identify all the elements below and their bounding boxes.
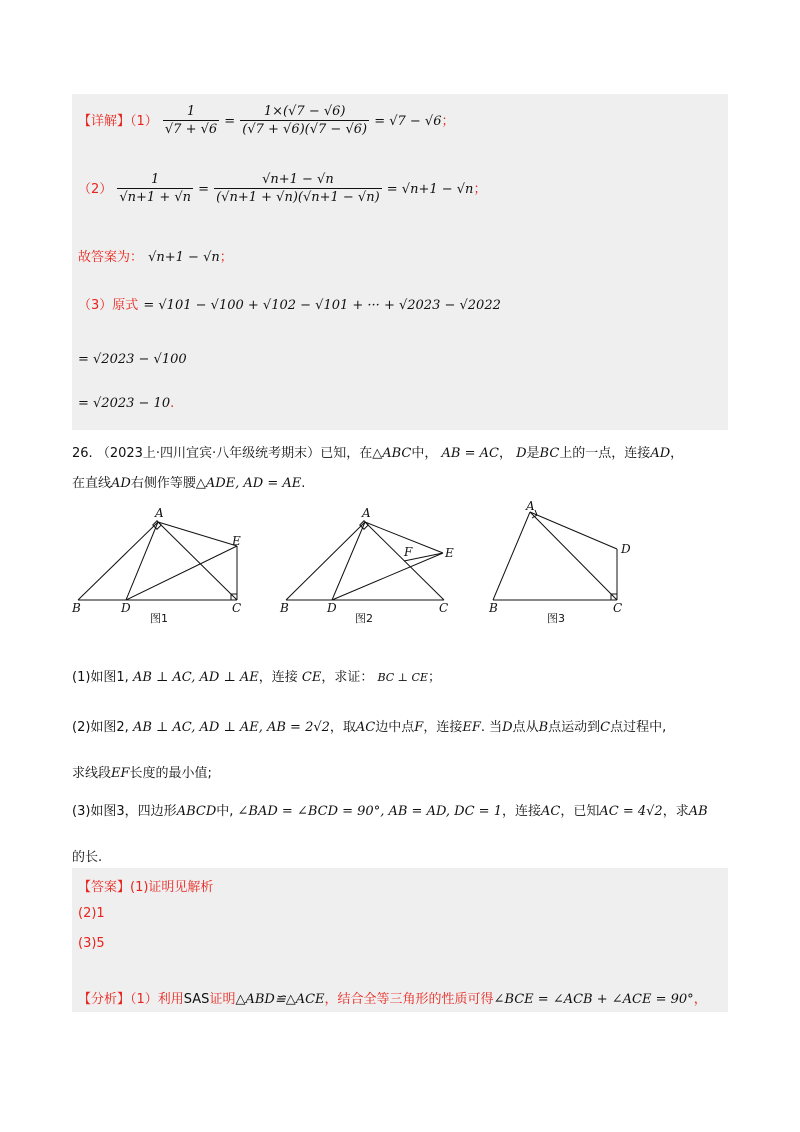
part1-fraction-rationalized: $\frac{1\times(√7 - √6)}{(√7 + √6)(√7 - √6)}$ <box>242 104 368 137</box>
part3-expression: = √101 − √100 + √102 − √101 + ··· + √2023 − √2022 <box>143 298 501 313</box>
part2-result: = √n+1 − √n <box>386 182 474 197</box>
fig3-label-b: B <box>489 601 498 615</box>
part1-fraction: $\frac{1}{√7 + √6}$ <box>164 104 218 137</box>
problem-stem-line1: 26. （2023上·四川宜宾·八年级统考期末）已知，在△ABC中， AB = AC， D是BC上的一点，连接AD， <box>72 446 684 461</box>
figure-3-labels <box>488 500 631 625</box>
detail-tag: 【详解】 <box>78 114 131 129</box>
figure-1 <box>78 521 237 600</box>
fig3-label-c: C <box>613 601 623 615</box>
fig1-label-c: C <box>232 601 242 615</box>
fig3-label-a: A <box>526 500 535 513</box>
figure-2 <box>286 521 444 600</box>
question-2-line1: (2)如图2, AB ⊥ AC, AD ⊥ AE, AB = 2√2，取AC边中点F，连接EF. 当D点从B点运动到C点过程中, <box>72 720 667 735</box>
part1-label: （1） <box>130 114 158 129</box>
answer-line1 <box>78 876 213 895</box>
part2-label: （2） <box>78 182 113 197</box>
answer-2: (2)1 <box>78 906 105 921</box>
question-1: (1)如图1, AB ⊥ AC, AD ⊥ AE，连接 CE，求证： BC ⊥ CE； <box>72 670 441 685</box>
problem-figures <box>60 500 660 630</box>
figure-3 <box>493 510 617 600</box>
question-3-line1: (3)如图3，四边形ABCD中, ∠BAD = ∠BCD = 90°, AB = AD, DC = 1，连接AC，已知AC = 4√2，求AB <box>72 804 708 819</box>
detail-part2: （2） $\frac{1}{√n+1 + √n}$ = $\frac{√n+1 - √n}{(√n+1 + √n)(√n+1 - √n)}$ = √n+1 − √n； <box>78 172 487 205</box>
fig2-caption: 图2 <box>355 612 373 625</box>
detail-part1: 【详解】（1） $\frac{1}{√7 + √6}$ = $\frac{1\times(√7 - √6)}{(√7 + √6)(√7 - √6)}$ = √7 − √6； <box>78 104 455 137</box>
fig1-label-d: D <box>121 601 131 615</box>
fig2-label-e: E <box>445 546 454 560</box>
fig3-label-d: D <box>621 542 631 556</box>
detail-part3-line1 <box>78 294 501 313</box>
fig1-label-a: A <box>155 506 164 520</box>
fig1-label-b: B <box>72 601 81 615</box>
fig3-caption: 图3 <box>547 612 565 625</box>
fig1-caption: 图1 <box>150 612 168 625</box>
detail-answer-line: 故答案为： √n+1 − √n； <box>78 250 233 265</box>
analysis-line: 【分析】（1）利用SAS证明△ABD≌△ACE，结合全等三角形的性质可得∠BCE = ∠ACB + ∠ACE = 90°， <box>78 992 707 1007</box>
part3-label: （3）原式 <box>78 298 139 313</box>
fig2-label-d: D <box>327 601 337 615</box>
detail-part3-line3: = √2023 − 10. <box>78 396 175 411</box>
answer-tag: 【答案】 <box>78 880 131 895</box>
fig2-label-f: F <box>404 545 413 559</box>
answer-3: (3)5 <box>78 936 105 951</box>
part1-semicolon: ； <box>441 114 455 129</box>
part2-fraction-rationalized: $\frac{√n+1 - √n}{(√n+1 + √n)(√n+1 - √n)}$ <box>216 172 380 205</box>
part1-result: = √7 − √6 <box>374 114 442 129</box>
question-2-line2: 求线段EF长度的最小值; <box>72 766 212 781</box>
detail-part3-line2: = √2023 − √100 <box>78 352 187 367</box>
fig2-label-a: A <box>362 506 371 520</box>
fig2-label-b: B <box>280 601 289 615</box>
analysis-tag: 【分析】 <box>78 992 131 1007</box>
problem-source: （2023上·四川宜宾·八年级统考期末） <box>96 446 321 461</box>
part2-fraction: $\frac{1}{√n+1 + √n}$ <box>119 172 192 205</box>
answer-1: (1)证明见解析 <box>130 880 214 895</box>
answer-value: √n+1 − √n <box>148 250 220 265</box>
question-3-line2: 的长. <box>72 850 103 865</box>
fig1-label-e: E <box>232 534 241 548</box>
problem-number: 26. <box>72 446 93 461</box>
answer-label: 故答案为： <box>78 250 144 265</box>
problem-stem-line2: 在直线AD右侧作等腰△ADE, AD = AE. <box>72 476 306 491</box>
fig2-label-c: C <box>439 601 449 615</box>
